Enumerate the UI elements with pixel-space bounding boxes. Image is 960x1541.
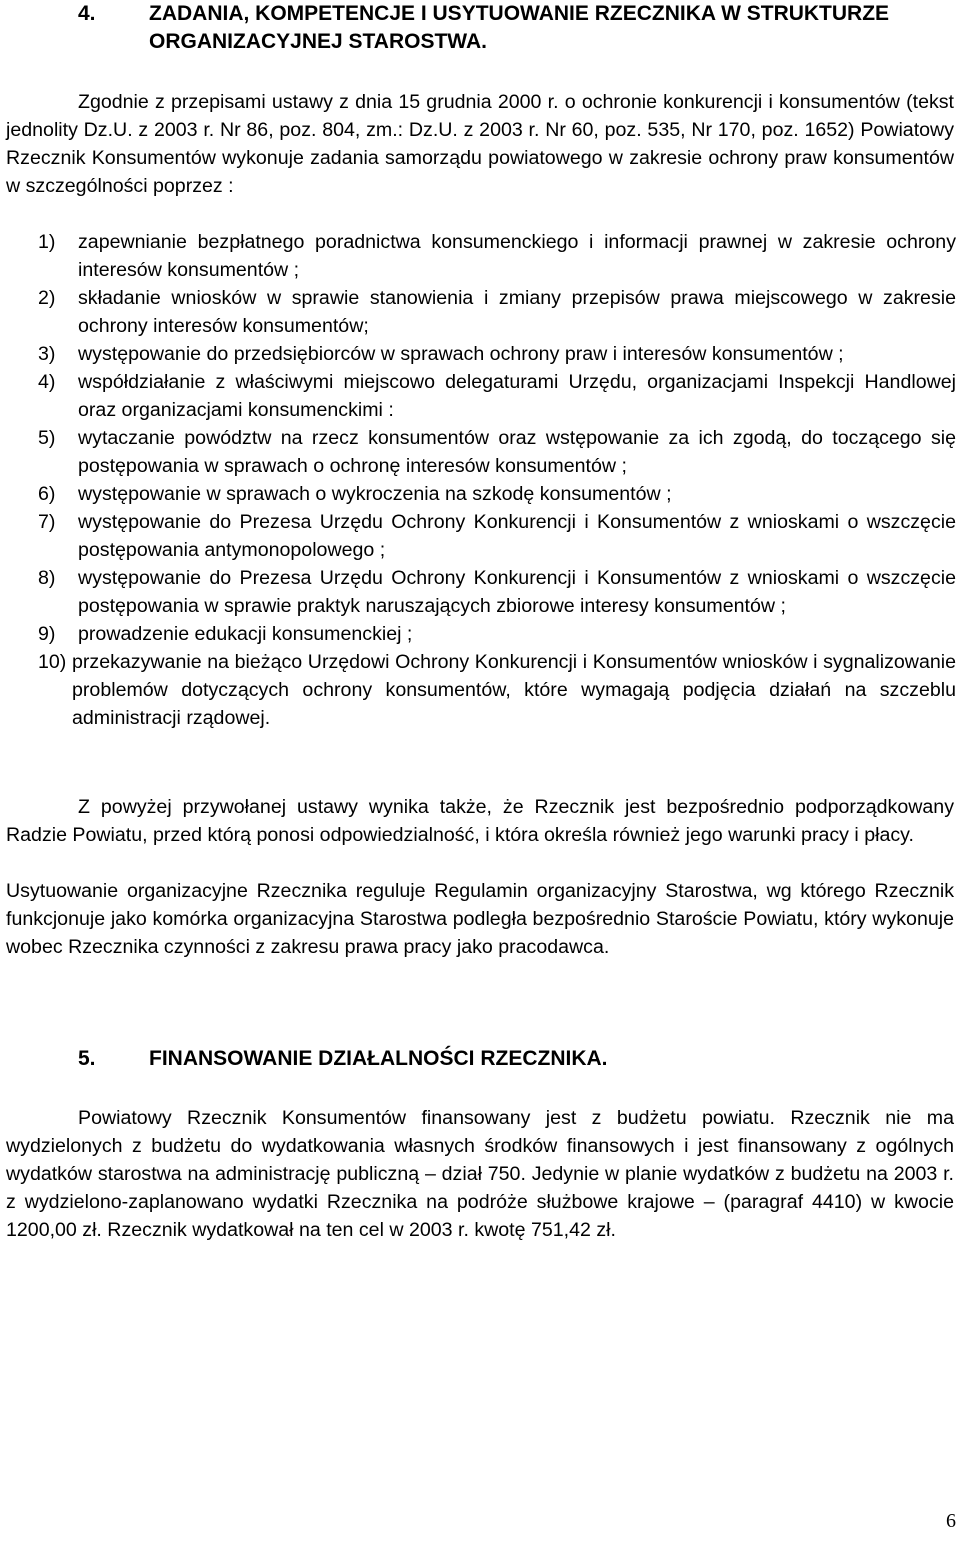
page-number: 6 [946,1510,956,1532]
list-item-text: przekazywanie na bieżąco Urzędowi Ochrony Konkurencji i Konsumentów wniosków i sygnalizowanie problemów dotyczących ochrony konsumentów, które wymagają podjęcia działań na szczeblu administracji rządowej. [72,651,956,729]
list-item-marker: 8) [38,567,56,589]
section-4-heading [0,0,940,56]
section-4-number: 4. [78,2,96,25]
list-item [6,424,956,480]
section-5-number: 5. [78,1047,96,1070]
list-item-text: zapewnianie bezpłatnego poradnictwa konsumenckiego i informacji prawnej w zakresie ochrony interesów konsumentów ; [78,231,956,281]
intro-paragraph: Zgodnie z przepisami ustawy z dnia 15 grudnia 2000 r. o ochronie konkurencji i konsumentów (tekst jednolity Dz.U. z 2003 r. Nr 86, poz. 804, zm.: Dz.U. z 2003 r. Nr 60, poz. 535, Nr 170, poz. 1652) Powiatowy Rzecznik Konsumentów wykonuje zadania samorządu powiatowego w zakresie ochrony praw konsumentów w szczególności poprzez : [6,91,954,197]
section-4-title: ZADANIA, KOMPETENCJE I USYTUOWANIE RZECZNIKA W STRUKTURZE ORGANIZACYJNEJ STAROSTWA. [149,2,890,53]
list-item-text: składanie wniosków w sprawie stanowienia i zmiany przepisów prawa miejscowego w zakresie ochrony interesów konsumentów; [78,287,956,337]
tasks-list [6,228,956,732]
list-item-marker: 10) [38,651,67,673]
list-item [6,368,956,424]
section-5-title: FINANSOWANIE DZIAŁALNOŚCI RZECZNIKA. [149,1047,608,1070]
rzecznik-paragraph: Z powyżej przywołanej ustawy wynika także, że Rzecznik jest bezpośrednio podporządkowany Radzie Powiatu, przed którą ponosi odpowiedzialność, i która określa również jego warunki pracy i płacy. [6,796,954,846]
list-item [6,228,956,284]
usytuowanie-paragraph: Usytuowanie organizacyjne Rzecznika reguluje Regulamin organizacyjny Starostwa, wg którego Rzecznik funkcjonuje jako komórka organizacyjna Starostwa podległa bezpośrednio Staroście Powiatu, który wykonuje wobec Rzecznika czynności z zakresu prawa pracy jako pracodawca. [6,880,954,958]
financing-paragraph: Powiatowy Rzecznik Konsumentów finansowany jest z budżetu powiatu. Rzecznik nie ma wydzielonych z budżetu do wydatkowania własnych środków finansowych i jest finansowany z ogólnych wydatków starostwa na administrację publiczną – dział 750. Jedynie w planie wydatków z budżetu na 2003 r. z wydzielono-zaplanowano wydatki Rzecznika na podróże służbowe krajowe – (paragraf 4410) w kwocie 1200,00 zł. Rzecznik wydatkował na ten cel w 2003 r. kwotę 751,42 zł. [6,1107,954,1241]
list-item-text: prowadzenie edukacji konsumenckiej ; [78,623,413,645]
list-item [6,340,956,368]
list-item-text: występowanie do przedsiębiorców w sprawach ochrony praw i interesów konsumentów ; [78,343,844,365]
list-item-marker: 1) [38,231,56,253]
list-item-text: wytaczanie powództw na rzecz konsumentów oraz wstępowanie za ich zgodą, do toczącego się postępowania w sprawach o ochronę interesów konsumentów ; [78,427,956,477]
list-item-text: występowanie do Prezesa Urzędu Ochrony Konkurencji i Konsumentów z wnioskami o wszczęcie postępowania antymonopolowego ; [78,511,956,561]
section-5-heading [0,1045,940,1075]
list-item-marker: 6) [38,483,56,505]
list-item-marker: 2) [38,287,56,309]
list-item-marker: 4) [38,371,56,393]
list-item [6,284,956,340]
list-item-text: występowanie w sprawach o wykroczenia na szkodę konsumentów ; [78,483,672,505]
list-item [6,564,956,620]
list-item [6,480,956,508]
list-item-text: współdziałanie z właściwymi miejscowo delegaturami Urzędu, organizacjami Inspekcji Handlowej oraz organizacjami konsumenckimi : [78,371,956,421]
list-item-marker: 5) [38,427,56,449]
list-item-text: występowanie do Prezesa Urzędu Ochrony Konkurencji i Konsumentów z wnioskami o wszczęcie postępowania w sprawie praktyk naruszających zbiorowe interesy konsumentów ; [78,567,956,617]
list-item-marker: 7) [38,511,56,533]
list-item [6,508,956,564]
list-item [6,648,956,732]
list-item [6,620,956,648]
list-item-marker: 3) [38,343,56,365]
list-item-marker: 9) [38,623,56,645]
